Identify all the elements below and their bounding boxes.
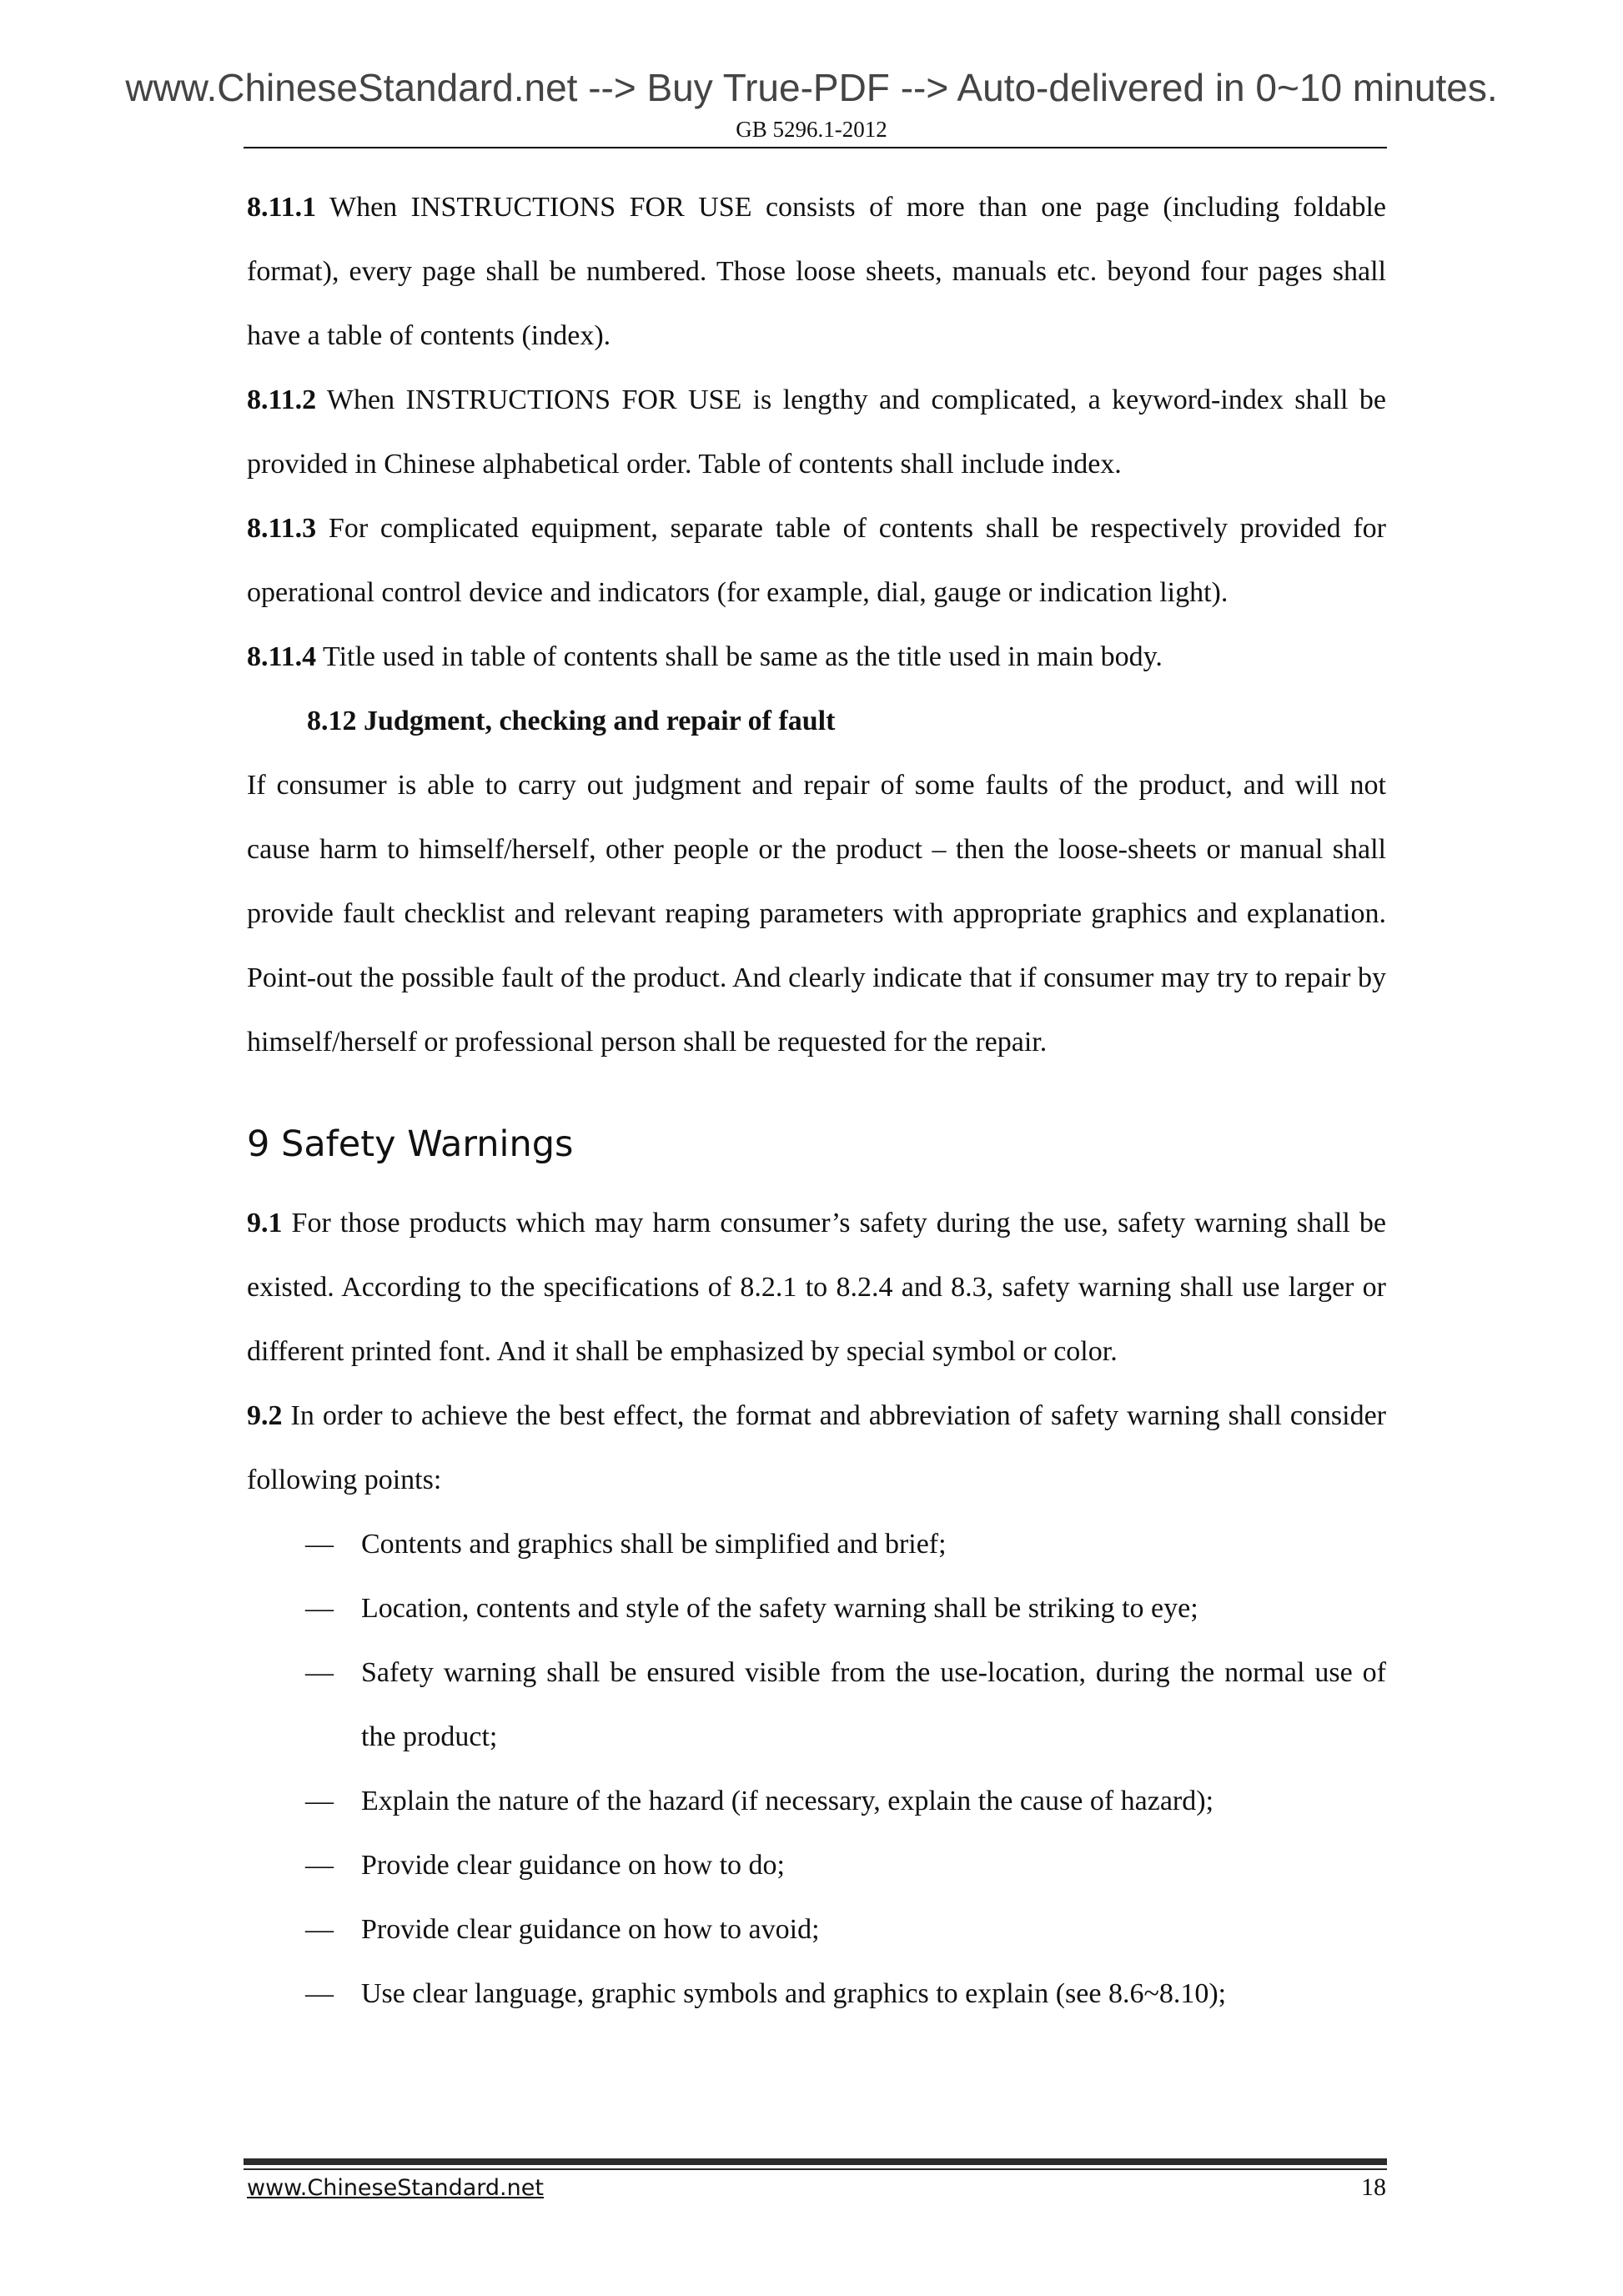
section-8-12-heading: 8.12 Judgment, checking and repair of fault — [307, 706, 836, 736]
list-item-text: Use clear language, graphic symbols and graphics to explain (see 8.6~8.10); — [361, 1978, 1227, 2009]
clause-text: In order to achieve the best effect, the format and abbreviation of safety warning shall consider following points: — [247, 1400, 1386, 1495]
clause-number: 8.11.2 — [247, 384, 317, 415]
dash-bullet: — — [305, 1850, 334, 1881]
clause-number: 8.11.1 — [247, 192, 317, 223]
list-item — [247, 1962, 1386, 2026]
list-item-text: Location, contents and style of the safety warning shall be striking to eye; — [361, 1593, 1198, 1624]
list-item-text: Explain the nature of the hazard (if necessary, explain the cause of hazard); — [361, 1786, 1214, 1816]
header-rule — [244, 147, 1387, 148]
footer-rule-thin — [244, 2168, 1387, 2170]
dash-bullet: — — [305, 1914, 334, 1945]
footer-website-link[interactable]: www.ChineseStandard.net — [247, 2175, 544, 2201]
promo-banner[interactable]: www.ChineseStandard.net --> Buy True-PDF --> Auto-delivered in 0~10 minutes. — [125, 66, 1498, 109]
clause-9-1 — [247, 1191, 1386, 1384]
list-item — [247, 1640, 1386, 1769]
standard-code: GB 5296.1-2012 — [736, 117, 887, 142]
dash-bullet: — — [305, 1978, 334, 2009]
page-number: 18 — [1361, 2173, 1386, 2201]
list-item — [247, 1897, 1386, 1962]
clause-number: 9.1 — [247, 1208, 283, 1238]
clause-text: For complicated equipment, separate table of contents shall be respectively provided for operational control device and indicators (for example, dial, gauge or indication light). — [247, 513, 1386, 608]
list-item-text: Safety warning shall be ensured visible from the use-location, during the normal use of the product; — [361, 1657, 1386, 1752]
clause-text: For those products which may harm consumer’s safety during the use, safety warning shall be existed. According to the specifications of 8.2.1 to 8.2.4 and 8.3, safety warning shall use larger or different printed font. And it shall be emphasized by special symbol or color. — [247, 1208, 1386, 1367]
dash-bullet: — — [305, 1786, 334, 1816]
list-item — [247, 1576, 1386, 1640]
list-item — [247, 1769, 1386, 1833]
clause-8-11-3 — [247, 496, 1386, 625]
clause-number: 9.2 — [247, 1400, 283, 1431]
dash-bullet: — — [305, 1657, 334, 1688]
dash-bullet: — — [305, 1529, 334, 1560]
section-9-heading: 9 Safety Warnings — [247, 1123, 574, 1165]
section-8-12-body: If consumer is able to carry out judgment and repair of some faults of the product, and will not cause harm to himself/herself, other people or the product – then the loose-sheets or manual shall provide fault checklist and relevant reaping parameters with appropriate graphics and explanation. Point-out the possible fault of the product. And clearly indicate that if consumer may try to repair by himself/herself or professional person shall be requested for the repair. — [247, 770, 1386, 1058]
dash-bullet: — — [305, 1593, 334, 1624]
safety-warning-points — [247, 1512, 1386, 2026]
body-content — [247, 175, 1386, 2026]
list-item — [247, 1512, 1386, 1576]
clause-8-11-4 — [247, 625, 1386, 689]
clause-9-2 — [247, 1384, 1386, 1512]
list-item — [247, 1833, 1386, 1897]
clause-8-11-1 — [247, 175, 1386, 368]
footer-rule-thick — [244, 2158, 1387, 2165]
clause-8-11-2 — [247, 368, 1386, 496]
list-item-text: Provide clear guidance on how to do; — [361, 1850, 785, 1881]
clause-text: Title used in table of contents shall be same as the title used in main body. — [316, 641, 1163, 672]
list-item-text: Contents and graphics shall be simplified and brief; — [361, 1529, 947, 1560]
clause-number: 8.11.4 — [247, 641, 317, 672]
clause-number: 8.11.3 — [247, 513, 317, 544]
clause-text: When INSTRUCTIONS FOR USE is lengthy and complicated, a keyword-index shall be provided in Chinese alphabetical order. Table of contents shall include index. — [247, 384, 1386, 480]
list-item-text: Provide clear guidance on how to avoid; — [361, 1914, 820, 1945]
clause-text: When INSTRUCTIONS FOR USE consists of more than one page (including foldable format), every page shall be numbered. Those loose sheets, manuals etc. beyond four pages shall have a table of contents (index). — [247, 192, 1386, 351]
